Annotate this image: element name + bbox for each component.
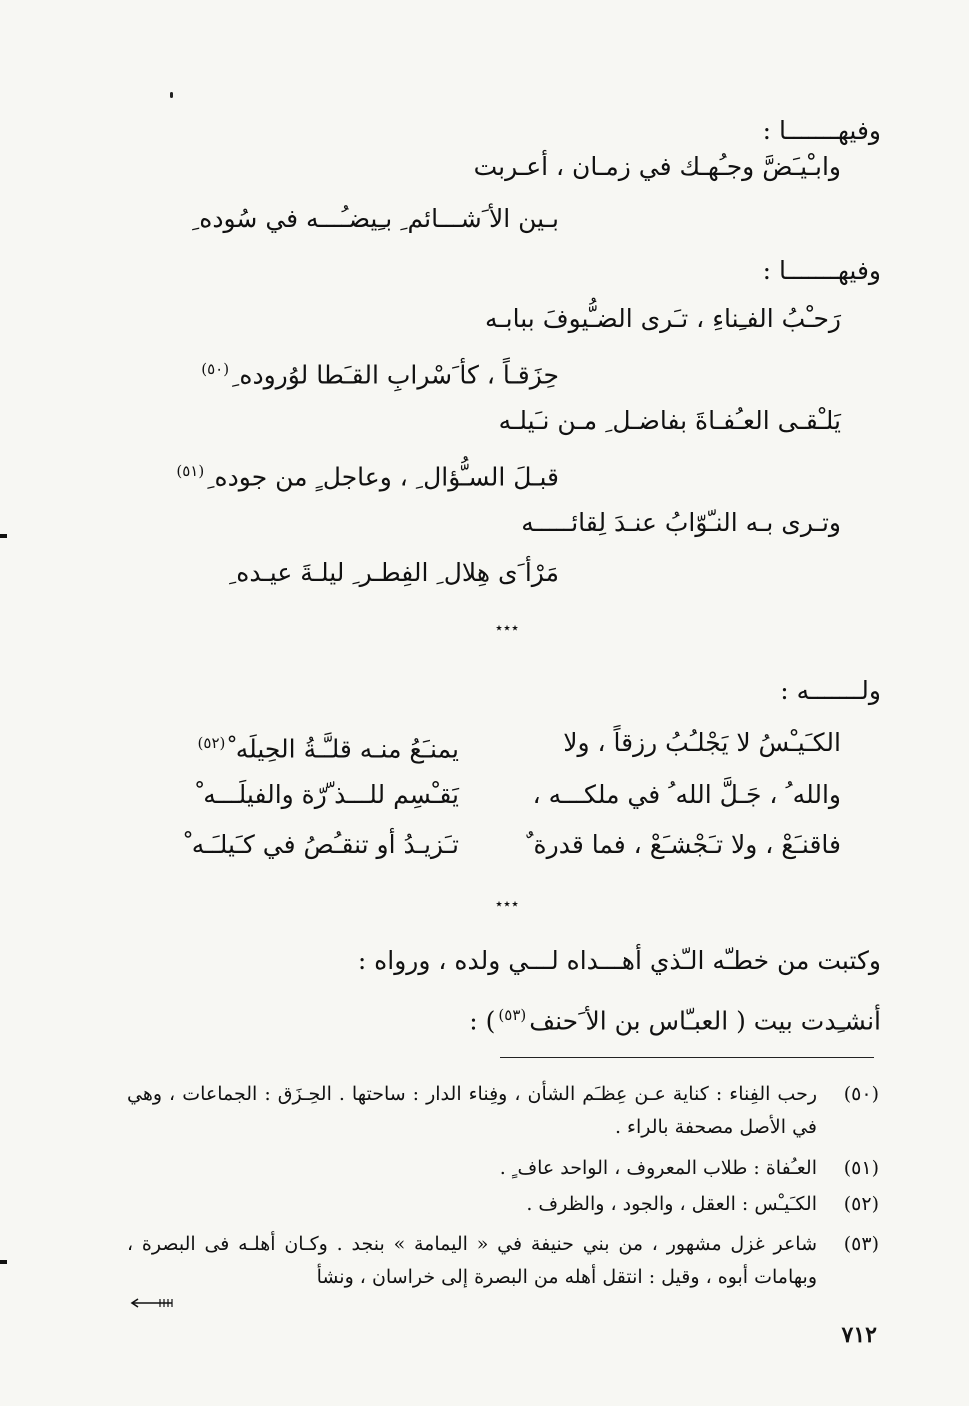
footnote <box>127 1228 879 1298</box>
footnote-number: (٥٠) <box>843 1083 879 1105</box>
footnote-text: العـُفاة : طلاب المعروف ، الواحد عاف ٍ . <box>499 1157 817 1179</box>
continuation-arrow-icon <box>130 1298 174 1308</box>
verse-line: وتـرى بـه النـّوّابُ عنـدَ لِقائـــــه <box>521 508 841 537</box>
section-separator-stars: ⋆⋆⋆ <box>493 618 519 637</box>
prose-line: وكتبت من خطـّه الـّذي أهـــداه لـــي ولده ، ورواه : <box>357 946 881 975</box>
footnote-divider <box>500 1057 874 1058</box>
footnote-ref: (٥٣) <box>498 1006 527 1024</box>
footnote-ref: (٥١) <box>176 462 205 480</box>
margin-mark <box>0 534 7 538</box>
verse-hemistich-right: الكـَيـْسُ لا يَجْلـُبُ رزقاً ، ولا <box>563 728 841 757</box>
verse-line: وابـْيـَضَّ وجـُهـك في زمـان ، أعـربت <box>473 152 841 181</box>
verse-line: رَحـْبُ الفـِناءِ ، تـَرى الضـُّيوفَ ببابـه <box>484 304 841 333</box>
footnote-ref: (٥٠) <box>201 360 230 378</box>
footnote-text: رحب الفِناء : كناية عـن عِظـَم الشأن ، وفِناء الدار : ساحتها . الحِـزَق : الجماعات ، وهي في الأصل مصحفة بالراء . <box>127 1083 817 1138</box>
section-heading: ولـــــــه : <box>780 676 881 705</box>
footnote-number: (٥٢) <box>843 1193 879 1215</box>
section-heading: وفيهـــــــا : <box>762 256 881 285</box>
verse-line <box>198 352 559 392</box>
margin-mark <box>0 1260 7 1264</box>
scan-speck <box>170 92 173 98</box>
verse-hemistich-right: فاقنـَعْ ، ولا تـَجْشـَعْ ، فما قدرة ٌ <box>526 830 841 859</box>
verse-line: مَرْأ َى هِلال ِ الفِطـر ِ ليلـةَ عيـده ِ <box>228 558 559 587</box>
footnote-number: (٥١) <box>843 1157 879 1179</box>
verse-hemistich-left: يَقـْسِم للـــذ ّرّة والفيلَـــه ْ <box>195 780 459 809</box>
page-number: ٧١٢ <box>841 1322 877 1348</box>
verse-line <box>173 454 559 494</box>
prose-line <box>469 998 881 1038</box>
verse-hemistich-left: تـَزيـدُ أو تنقـُصُ في كـَيلـَـه ْ <box>184 830 459 859</box>
prose-text: ) : <box>469 1006 496 1036</box>
footnote <box>127 1152 879 1186</box>
verse-text: قبـلَ السـُّؤال ِ ، وعاجل ٍ من جوده ِ <box>207 462 559 492</box>
verse-text: حِزَقـاً ، كأ َسْرابِ القـَطا لوُروده ِ <box>232 360 559 390</box>
section-heading: وفيهـــــــا : <box>762 116 881 145</box>
footnote-ref: (٥٢) <box>197 734 226 752</box>
footnote-number: (٥٣) <box>843 1233 879 1255</box>
footnote <box>127 1078 879 1148</box>
footnote <box>127 1188 879 1222</box>
section-separator-stars: ⋆⋆⋆ <box>493 894 519 913</box>
verse-text: يمنـَعُ منـه قلـَّـةُ الحِيلَه ْ <box>228 734 459 764</box>
verse-hemistich-right: والله ُ ، جَـلَّ الله ُ في ملكـــه ، <box>532 780 841 809</box>
verse-line: بـين الأ َشـــائم ِ بـِيضـُـــه في سُوده ِ <box>191 204 559 233</box>
prose-text: أنشـِدت بيت ( العبـّاس بن الأ َحنف <box>529 1006 881 1036</box>
verse-line: يَلـْقـى العـُفـاةَ بفاضـل ِ مـن نـَيلـه <box>498 406 841 435</box>
footnote-text: شاعر غزل مشهور ، من بني حنيفة في « اليمامة » بنجد . وكـان أهلـه فى البصرة ، وبهامات أبوه ، وقيل : انتقل أهله من البصرة إلى خراسان ، ونشأ <box>127 1233 817 1288</box>
footnote-text: الكـَيـْس : العقل ، والجود ، والظرف . <box>526 1193 817 1215</box>
verse-hemistich-left <box>195 726 459 766</box>
